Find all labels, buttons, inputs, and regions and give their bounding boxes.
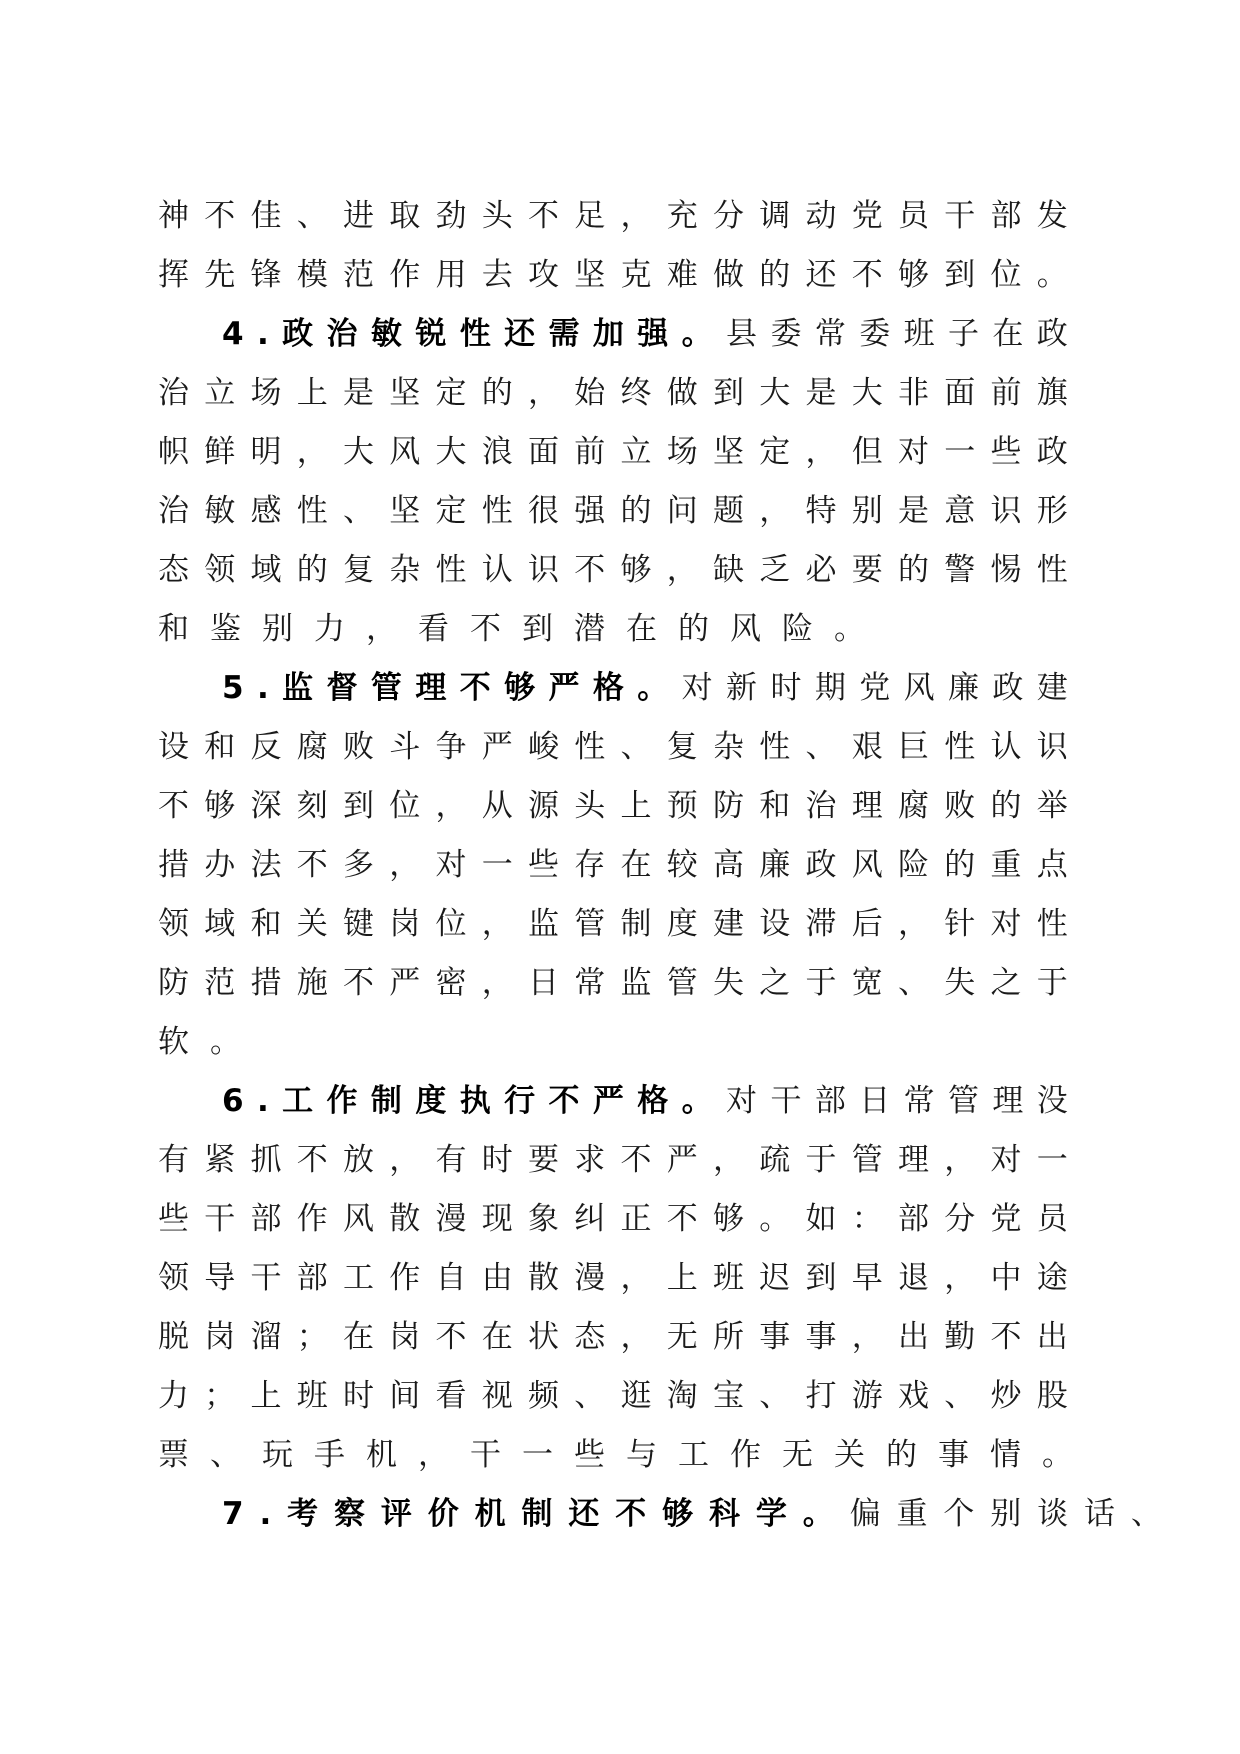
text-line-5: 帜 鲜 明 ， 大 风 大 浪 面 前 立 场 坚 定 ， 但 对 一 些 政 [158, 434, 1068, 470]
text-line-22: 票 、 玩 手 机 ， 干 一 些 与 工 作 无 关 的 事 情 。 [158, 1437, 1073, 1473]
text-line-10: 设 和 反 腐 败 斗 争 严 峻 性 、 复 杂 性 、 艰 巨 性 认 识 [158, 729, 1068, 765]
text-line-14: 防 范 措 施 不 严 密 ， 日 常 监 管 失 之 于 宽 、 失 之 于 [158, 965, 1068, 1001]
section-4-line: 4 . 政 治 敏 锐 性 还 需 加 强 。 县 委 常 委 班 子 在 政 [222, 316, 1068, 352]
text-line-12: 措 办 法 不 多 ， 对 一 些 存 在 较 高 廉 政 风 险 的 重 点 [158, 847, 1068, 883]
text-line-18: 些 干 部 作 风 散 漫 现 象 纠 正 不 够 。 如 ： 部 分 党 员 [158, 1201, 1068, 1237]
text-line-21: 力 ； 上 班 时 间 看 视 频 、 逛 淘 宝 、 打 游 戏 、 炒 股 [158, 1378, 1068, 1414]
text-line-4: 治 立 场 上 是 坚 定 的 ， 始 终 做 到 大 是 大 非 面 前 旗 [158, 375, 1068, 411]
section-6-line: 6 . 工 作 制 度 执 行 不 严 格 。 对 干 部 日 常 管 理 没 [222, 1083, 1068, 1119]
text-line-6: 治 敏 感 性 、 坚 定 性 很 强 的 问 题 ， 特 别 是 意 识 形 [158, 493, 1068, 529]
text-line-20: 脱 岗 溜 ； 在 岗 不 在 状 态 ， 无 所 事 事 ， 出 勤 不 出 [158, 1319, 1068, 1355]
section-7-line: 7 . 考 察 评 价 机 制 还 不 够 科 学 。 偏 重 个 别 谈 话 、 [222, 1496, 1162, 1532]
text-line-8: 和 鉴 别 力 ， 看 不 到 潜 在 的 风 险 。 [158, 611, 865, 647]
text-line-13: 领 域 和 关 键 岗 位 ， 监 管 制 度 建 设 滞 后 ， 针 对 性 [158, 906, 1068, 942]
section-5-line: 5 . 监 督 管 理 不 够 严 格 。 对 新 时 期 党 风 廉 政 建 [222, 670, 1068, 706]
text-line-17: 有 紧 抓 不 放 ， 有 时 要 求 不 严 ， 疏 于 管 理 ， 对 一 [158, 1142, 1068, 1178]
text-line-11: 不 够 深 刻 到 位 ， 从 源 头 上 预 防 和 治 理 腐 败 的 举 [158, 788, 1068, 824]
text-line-19: 领 导 干 部 工 作 自 由 散 漫 ， 上 班 迟 到 早 退 ， 中 途 [158, 1260, 1068, 1296]
text-line-7: 态 领 域 的 复 杂 性 认 识 不 够 ， 缺 乏 必 要 的 警 惕 性 [158, 552, 1068, 588]
text-line-15: 软 。 [158, 1024, 241, 1060]
text-line-1: 神 不 佳 、 进 取 劲 头 不 足 ， 充 分 调 动 党 员 干 部 发 [158, 198, 1068, 234]
text-line-2: 挥 先 锋 模 范 作 用 去 攻 坚 克 难 做 的 还 不 够 到 位 。 [158, 257, 1068, 293]
